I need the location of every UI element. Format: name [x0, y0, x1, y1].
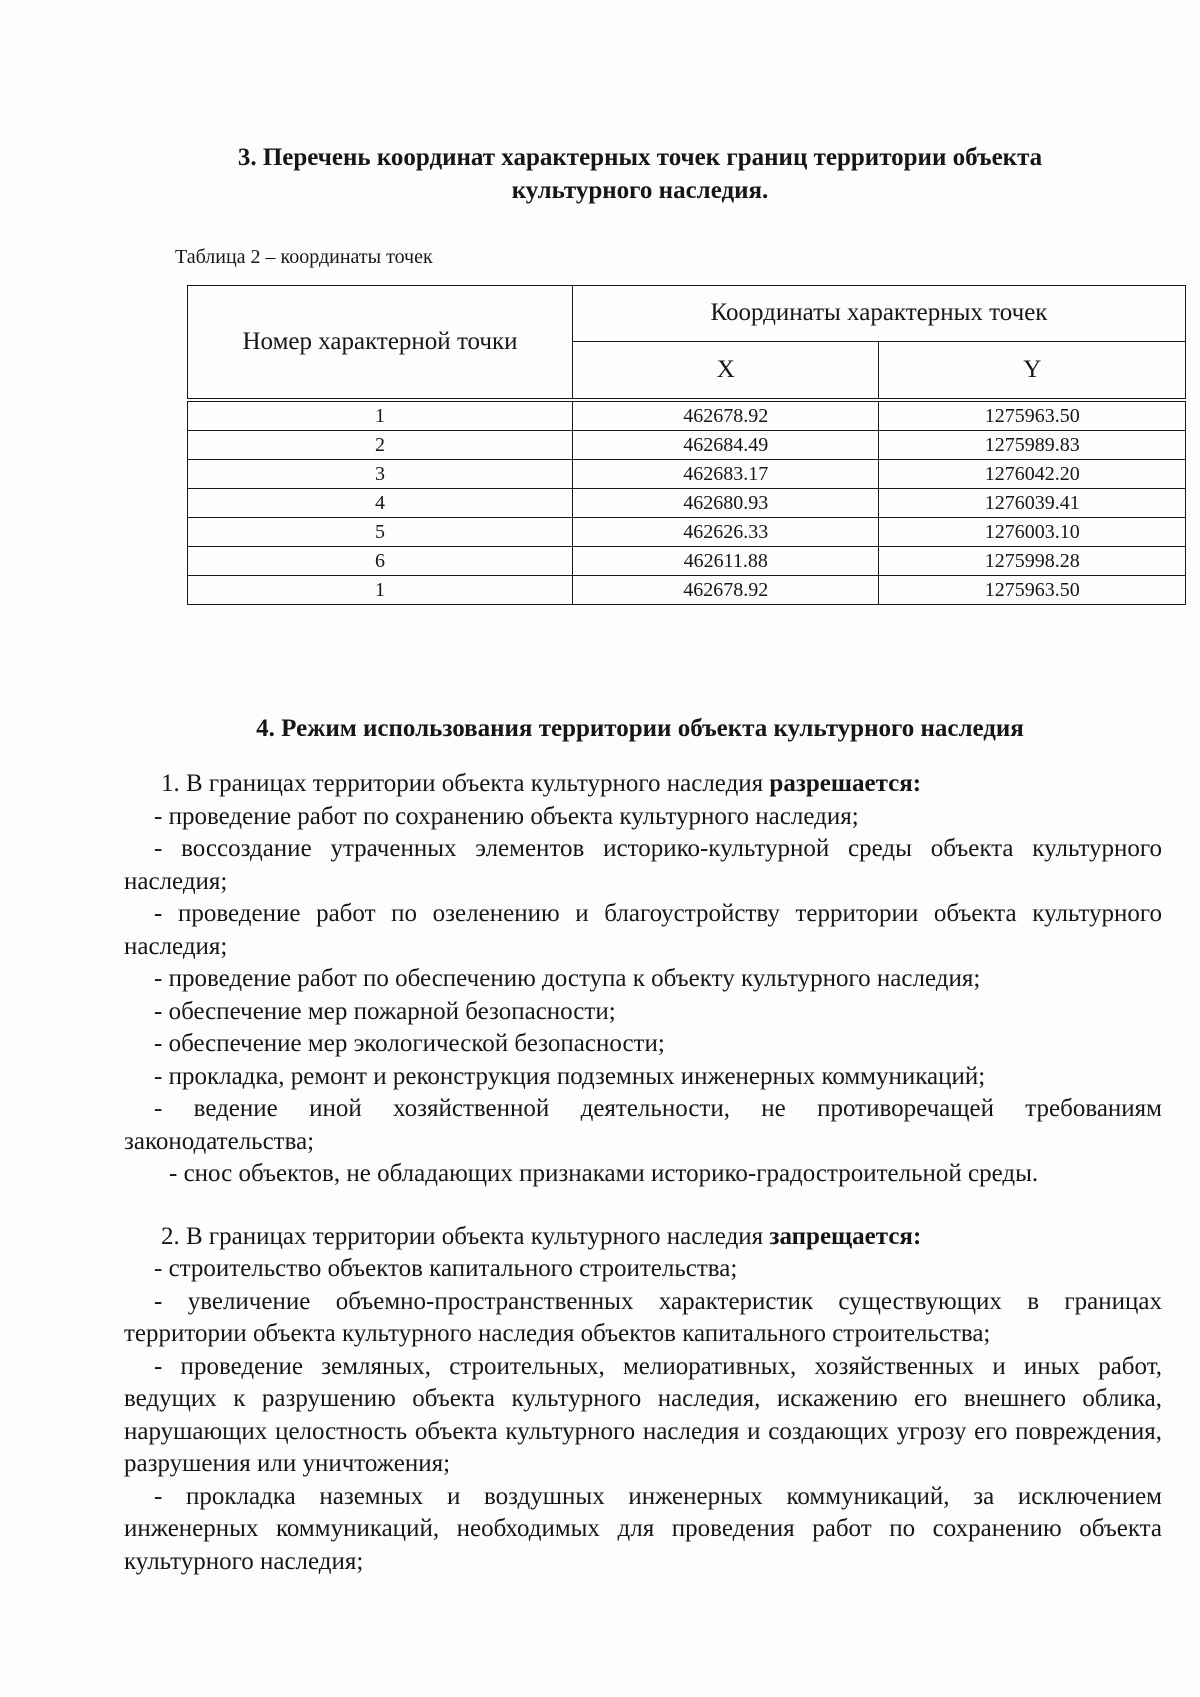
- forbidden-intro-text: 2. В границах территории объекта культурного наследия: [161, 1222, 770, 1250]
- point-number-cell: 3: [188, 460, 573, 489]
- table-row: [188, 576, 1186, 605]
- list-item: - прокладка наземных и воздушных инженерных коммуникаций, за исключением инженерных коммуникаций, необходимых для проведения работ по сохранению объекта культурного наследия;: [124, 1482, 1162, 1575]
- list-item: - снос объектов, не обладающих признаками историко-градостроительной среды.: [169, 1160, 1039, 1187]
- table-row: [188, 400, 1186, 431]
- section-3-heading-line-2: культурного наследия.: [511, 177, 769, 204]
- y-cell: 1275963.50: [879, 400, 1186, 431]
- table-caption: Таблица 2 – координаты точек: [175, 246, 433, 268]
- section-4-heading: 4. Режим использования территории объекта культурного наследия: [256, 715, 1024, 742]
- allowed-keyword: разрешается:: [769, 770, 922, 797]
- y-cell: 1275963.50: [879, 576, 1186, 605]
- table-row: [188, 547, 1186, 576]
- list-item: - обеспечение мер экологической безопасности;: [154, 1030, 665, 1057]
- y-cell: 1276003.10: [879, 518, 1186, 547]
- column-header-x: X: [572, 341, 879, 400]
- x-cell: 462678.92: [572, 576, 879, 605]
- list-item: - проведение работ по озеленению и благоустройству территории объекта культурного наследия;: [124, 900, 1162, 960]
- list-item: - проведение работ по сохранению объекта культурного наследия;: [154, 802, 859, 830]
- list-item: - увеличение объемно-пространственных характеристик существующих в границах территории объекта культурного наследия объектов капитального строительства;: [124, 1287, 1162, 1347]
- y-cell: 1275998.28: [879, 547, 1186, 576]
- paragraph-gap: [124, 1191, 1162, 1221]
- x-cell: 462678.92: [572, 400, 879, 431]
- x-cell: 462611.88: [572, 547, 879, 576]
- list-item: - проведение работ по обеспечению доступа к объекту культурного наследия;: [154, 965, 981, 992]
- column-header-coordinates: Координаты характерных точек: [572, 286, 1185, 342]
- point-number-cell: 1: [188, 576, 573, 605]
- table-row: [188, 431, 1186, 460]
- list-item: - строительство объектов капитального строительства;: [154, 1255, 738, 1282]
- point-number-cell: 2: [188, 431, 573, 460]
- list-item: - ведение иной хозяйственной деятельности, не противоречащей требованиям законодательства;: [124, 1095, 1162, 1155]
- point-number-cell: 5: [188, 518, 573, 547]
- x-cell: 462680.93: [572, 489, 879, 518]
- x-cell: 462684.49: [572, 431, 879, 460]
- forbidden-intro: [124, 1221, 1162, 1254]
- table-row: [188, 518, 1186, 547]
- x-cell: 462683.17: [572, 460, 879, 489]
- section-3-heading-line-1: 3. Перечень координат характерных точек границ территории объекта: [237, 144, 1043, 171]
- y-cell: 1275989.83: [879, 431, 1186, 460]
- table-row: [188, 460, 1186, 489]
- coordinates-table: [187, 285, 1186, 605]
- list-item: - обеспечение мер пожарной безопасности;: [154, 997, 616, 1025]
- point-number-cell: 6: [188, 547, 573, 576]
- allowed-intro-text: 1. В границах территории объекта культурного наследия: [161, 770, 770, 797]
- section-3-heading: [120, 141, 1160, 207]
- table-row: [188, 489, 1186, 518]
- list-item: - прокладка, ремонт и реконструкция подземных инженерных коммуникаций;: [154, 1062, 986, 1090]
- point-number-cell: 1: [188, 400, 573, 431]
- y-cell: 1276039.41: [879, 489, 1186, 518]
- x-cell: 462626.33: [572, 518, 879, 547]
- column-header-y: Y: [879, 341, 1186, 400]
- list-item: - воссоздание утраченных элементов историко-культурной среды объекта культурного наследия;: [124, 835, 1162, 895]
- list-item: - проведение земляных, строительных, мелиоративных, хозяйственных и иных работ, ведущих к разрушению объекта культурного наследия, искажению его внешнего облика, нарушающих целостность объекта культурного наследия и создающих угрозу его повреждения, разрушения или уничтожения;: [124, 1352, 1162, 1477]
- allowed-intro: [124, 768, 1162, 801]
- section-4-body: [124, 768, 1162, 1578]
- y-cell: 1276042.20: [879, 460, 1186, 489]
- point-number-cell: 4: [188, 489, 573, 518]
- column-header-point-number: Номер характерной точки: [188, 286, 573, 401]
- forbidden-keyword: запрещается:: [769, 1222, 922, 1250]
